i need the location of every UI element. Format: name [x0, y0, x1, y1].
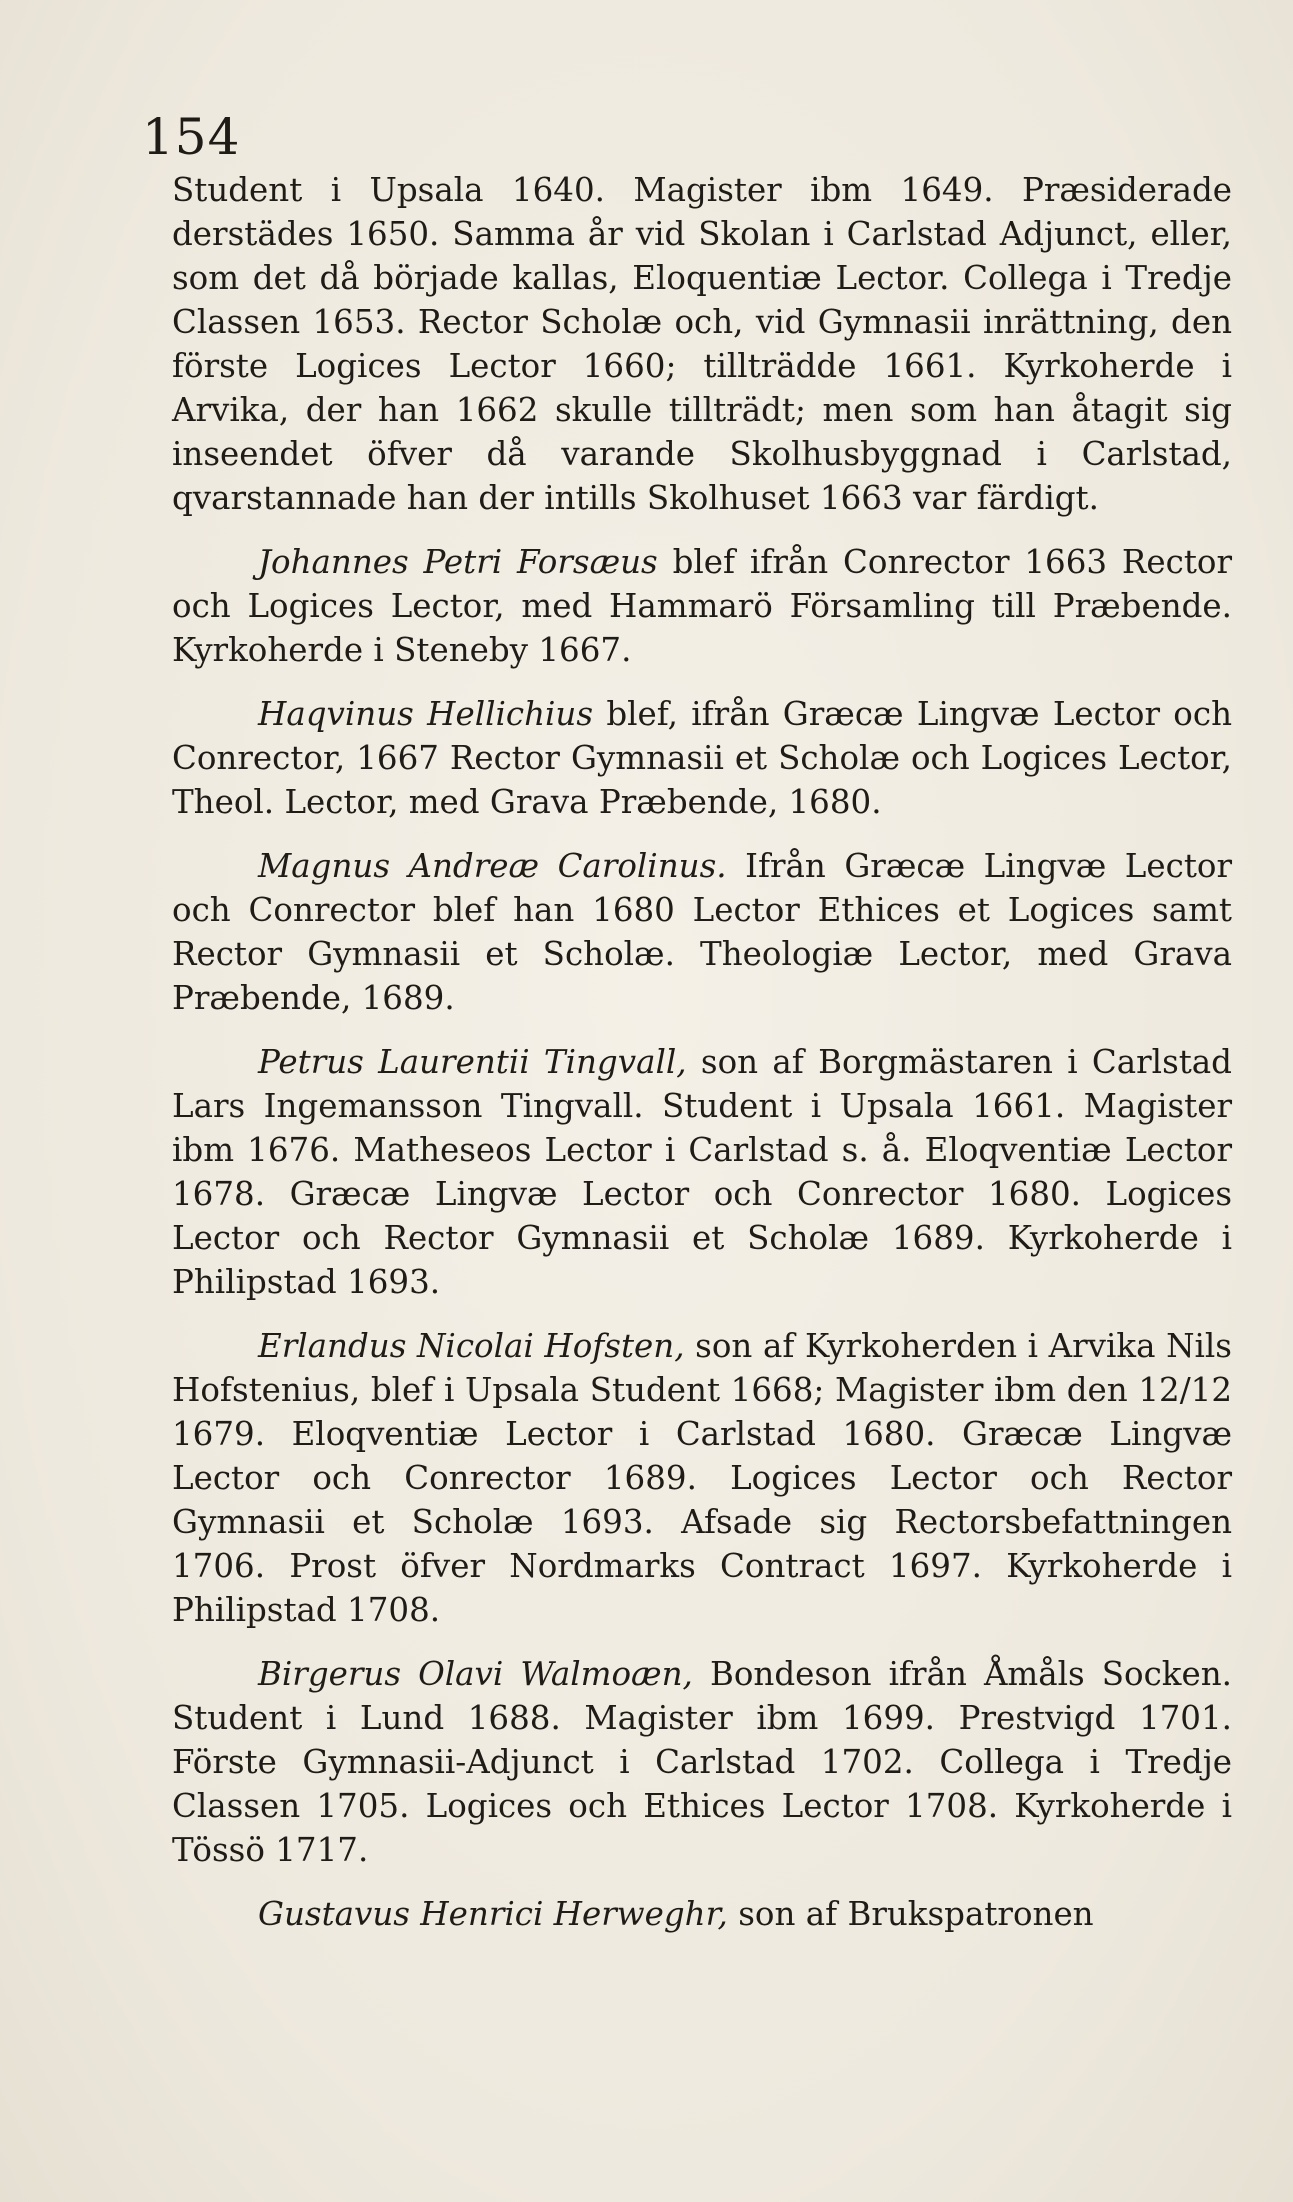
entry-paragraph [172, 168, 1232, 520]
entry-name: Gustavus Henrici Herweghr, [258, 1895, 728, 1933]
entry-name: Birgerus Olavi Walmoæn, [258, 1655, 693, 1693]
entry-name: Haqvinus Hellichius [258, 695, 594, 733]
entry-paragraph [172, 540, 1232, 672]
entry-text: Bondeson ifrån Åmåls Socken. Student i Lund 1688. Magister ibm 1699. Prestvigd 1701. Förste Gymnasii-Adjunct i Carlstad 1702. Collega i Tredje Classen 1705. Logices och Ethices Lector 1708. Kyrkoherde i Tössö 1717. [172, 1655, 1232, 1869]
entry-name: Erlandus Nicolai Hofsten, [258, 1327, 685, 1365]
entry-name: Magnus Andreæ Carolinus. [258, 847, 727, 885]
entry-paragraph [172, 844, 1232, 1020]
entries-list [172, 168, 1232, 1936]
entry-paragraph [172, 1040, 1232, 1304]
entry-text: blef, ifrån Græcæ Lingvæ Lector och Conrector, 1667 Rector Gymnasii et Scholæ och Logices Lector, Theol. Lector, med Grava Præbende, 1680. [172, 695, 1232, 821]
entry-paragraph [172, 1324, 1232, 1632]
entry-paragraph [172, 692, 1232, 824]
entry-name: Petrus Laurentii Tingvall, [258, 1043, 687, 1081]
entry-name: Johannes Petri Forsæus [258, 543, 658, 581]
entry-paragraph [172, 1652, 1232, 1872]
entry-paragraph [172, 1892, 1232, 1936]
entry-text: son af Borgmästaren i Carlstad Lars Ingemansson Tingvall. Student i Upsala 1661. Magister ibm 1676. Matheseos Lector i Carlstad s. å. Eloqventiæ Lector 1678. Græcæ Lingvæ Lector och Conrector 1680. Logices Lector och Rector Gymnasii et Scholæ 1689. Kyrkoherde i Philipstad 1693. [172, 1043, 1232, 1301]
entry-text: son af Kyrkoherden i Arvika Nils Hofstenius, blef i Upsala Student 1668; Magister ibm den 12/12 1679. Eloqventiæ Lector i Carlstad 1680. Græcæ Lingvæ Lector och Conrector 1689. Logices Lector och Rector Gymnasii et Scholæ 1693. Afsade sig Rectorsbefattningen 1706. Prost öfver Nordmarks Contract 1697. Kyrkoherde i Philipstad 1708. [172, 1327, 1232, 1629]
page-number: 154 [142, 108, 241, 166]
entry-text: Student i Upsala 1640. Magister ibm 1649. Præsiderade derstädes 1650. Samma år vid Skolan i Carlstad Adjunct, eller, som det då började kallas, Eloquentiæ Lector. Collega i Tredje Classen 1653. Rector Scholæ och, vid Gymnasii inrättning, den förste Logices Lector 1660; tillträdde 1661. Kyrkoherde i Arvika, der han 1662 skulle tillträdt; men som han åtagit sig inseendet öfver då varande Skolhusbyggnad i Carlstad, qvarstannade han der intills Skolhuset 1663 var färdigt. [172, 171, 1232, 517]
entry-text: Ifrån Græcæ Lingvæ Lector och Conrector blef han 1680 Lector Ethices et Logices samt Rector Gymnasii et Scholæ. Theologiæ Lector, med Grava Præbende, 1689. [172, 847, 1232, 1017]
entry-text: son af Brukspatronen [727, 1895, 1094, 1933]
entry-text: blef ifrån Conrector 1663 Rector och Logices Lector, med Hammarö Församling till Præbende. Kyrkoherde i Steneby 1667. [172, 543, 1232, 669]
